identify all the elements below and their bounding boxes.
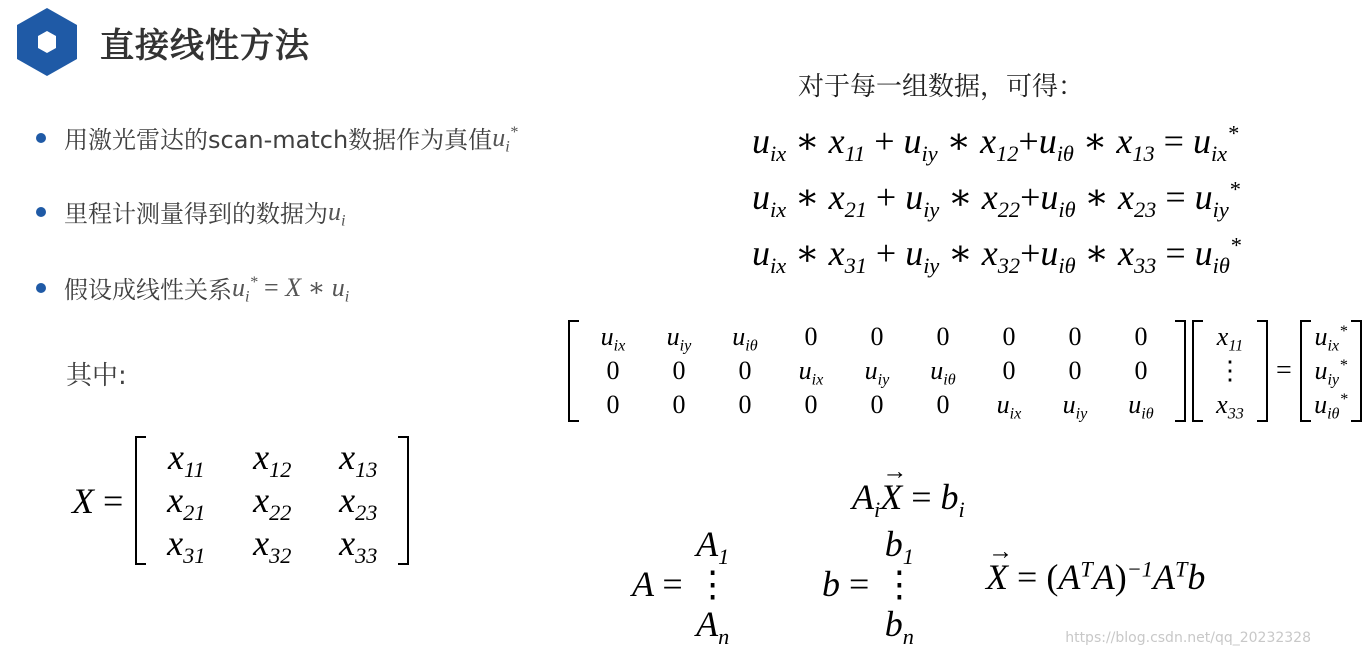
bullet-odometry-text: 里程计测量得到的数据为 <box>64 200 328 228</box>
x-matrix: $x_{11}$ $x_{12}$ $x_{13}$ $x_{21}$ $x_{22}$ $x_{23}$ $x_{31}$ $x_{32}$ $x_{33}$ <box>135 436 409 565</box>
x-matrix-definition: X = $x_{11}$ $x_{12}$ $x_{13}$ $x_{21}$ $x_{22}$ $x_{23}$ $x_{31}$ $x_{32}$ $x_{33}$ <box>72 436 409 565</box>
equation-row-2: $u_{ix}$ ∗ $x_{21} + u_{iy}$ ∗ $x_{22}+u_{i\theta}$ ∗ $x_{23} = u_{iy}^*$ <box>752 176 1240 222</box>
u-star-vector: $u_{ix}^*$ $u_{iy}^*$ $u_{i\theta}^*$ <box>1300 320 1362 422</box>
bullet-dot <box>36 207 46 217</box>
bullet-odometry <box>36 194 345 229</box>
equation-row-3: $u_{ix}$ ∗ $x_{31} + u_{iy}$ ∗ $x_{32}+u_{i\theta}$ ∗ $x_{33} = u_{i\theta}^*$ <box>752 232 1241 278</box>
formula-u: $u_i$ <box>328 196 346 230</box>
least-squares-solution: → $X = (A^TA)^{-1}A^Tb$ <box>986 556 1205 598</box>
watermark: https://blog.csdn.net/qq_20232328 <box>1065 630 1311 646</box>
equation-ai-x-bi: $A_i\to X = b_i$ <box>852 476 965 518</box>
stacked-vector-b: b = $b_1$ ⋮ $b_n$ <box>822 524 918 649</box>
hexagon-logo-icon <box>14 6 80 78</box>
bullet-dot <box>36 283 46 293</box>
page-title: 直接线性方法 <box>100 26 310 66</box>
stacked-matrix-a: A = $A_1$ ⋮ $A_n$ <box>632 524 731 649</box>
formula-linear-relation: $u_i^* = X$ ∗ $u_i$ <box>232 272 350 306</box>
bullet-ground-truth-text: 用激光雷达的scan-match数据作为真值 <box>64 126 493 154</box>
equation-row-1: $u_{ix}$ ∗ $x_{11} + u_{iy}$ ∗ $x_{12}+u_{i\theta}$ ∗ $x_{13} = u_{ix}^*$ <box>752 120 1239 166</box>
bullet-linear-relation-text: 假设成线性关系 <box>64 276 232 304</box>
x-vector: $x_{11}$ ⋮ $x_{33}$ <box>1192 320 1268 422</box>
formula-u-star: $u_i^*$ <box>492 122 518 156</box>
bullet-ground-truth <box>36 120 518 155</box>
matrix-system <box>568 320 1362 422</box>
among-label: 其中: <box>66 361 127 391</box>
equals-sign: = <box>1276 355 1292 386</box>
for-each-caption: 对于每一组数据，可得： <box>798 72 1085 102</box>
bullet-dot <box>36 133 46 143</box>
bullet-linear-relation <box>36 270 349 305</box>
coefficient-matrix: $u_{ix}$ $u_{iy}$ $u_{i\theta}$ 0 0 0 0 0 0 0 0 0 $u_{ix}$ $u_{iy}$ $u_{i\theta}$ 0 0 0 0 0 0 0 0 0 $u_{ix}$ $u_{iy}$ $u_{i\theta}$ <box>568 320 1186 422</box>
